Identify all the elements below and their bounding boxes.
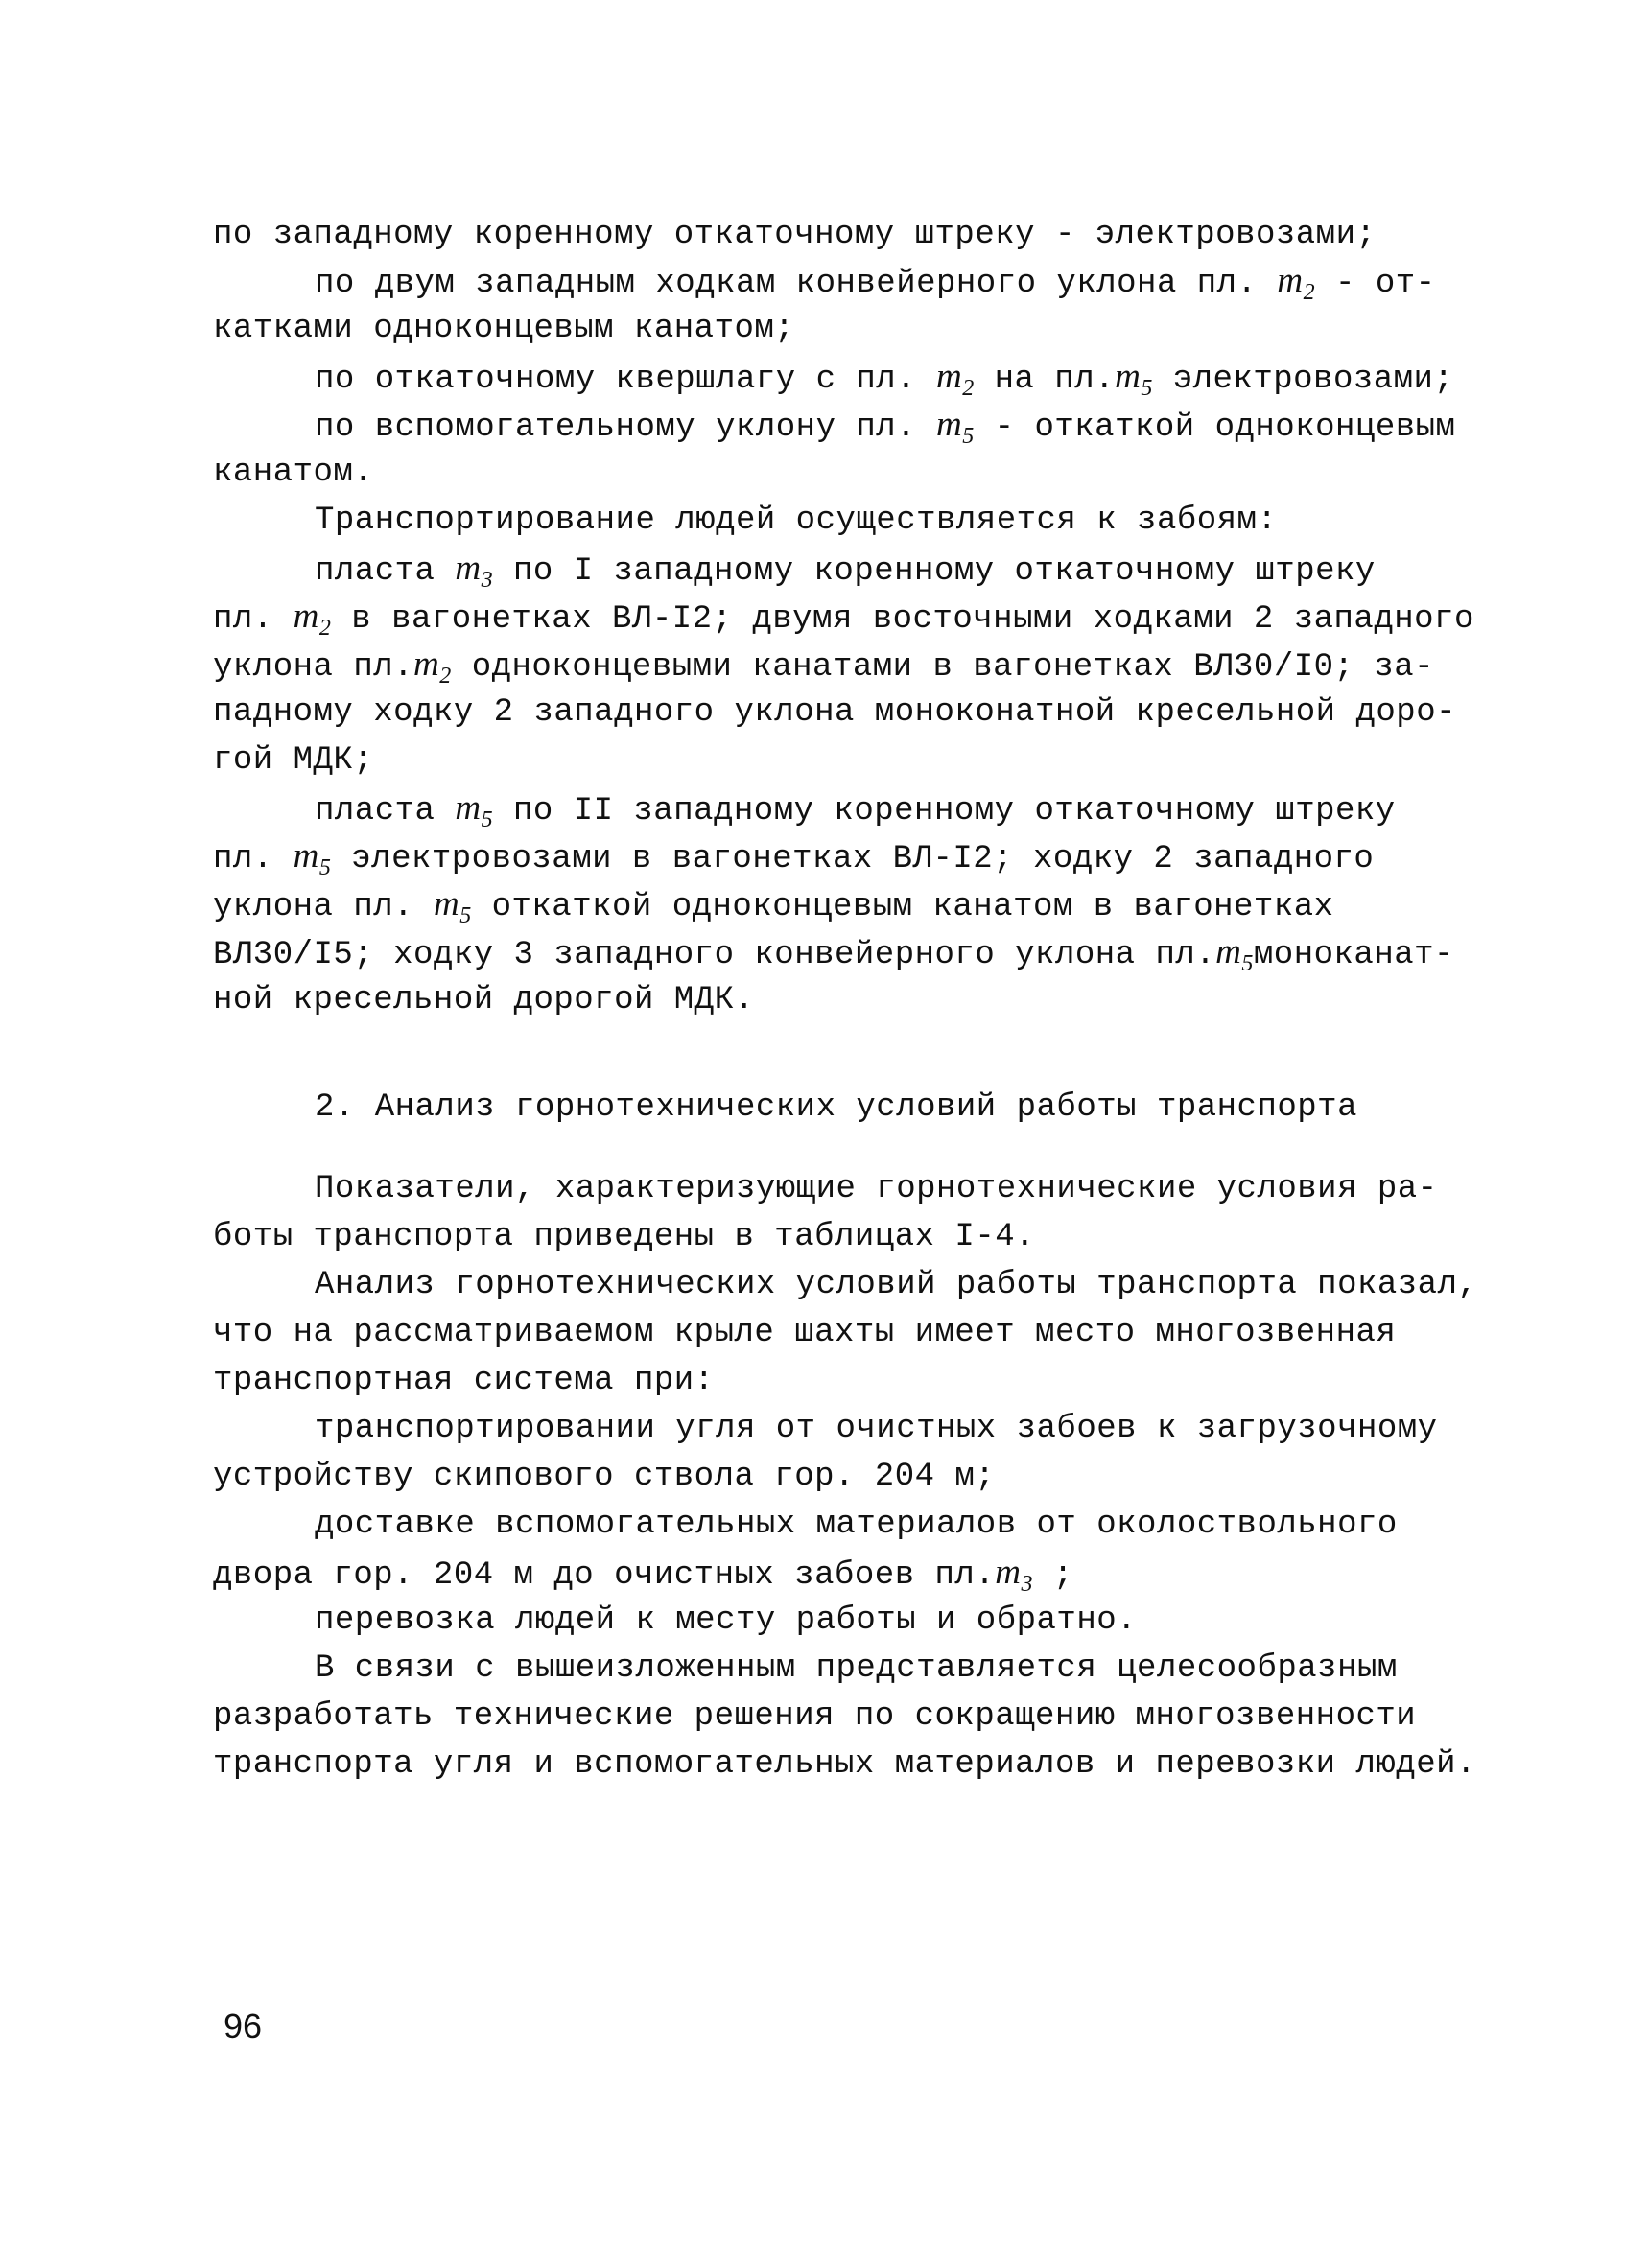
text-line: Транспортирование людей осуществляется к забоям: <box>315 503 1278 539</box>
text-line: Анализ горнотехнических условий работы транспорта показал, <box>315 1267 1478 1303</box>
text-line: катками одноконцевым канатом; <box>213 311 795 347</box>
text-line: разработать технические решения по сокращению многозвенности <box>213 1698 1417 1735</box>
text-line: уклона пл. $m_5$ откаткой одноконцевым канатом в вагонетках <box>213 884 1334 928</box>
text-line: уклона $пл.m_2$ одноконцевыми канатами в вагонетках ВЛ30/I0; за- <box>213 644 1435 689</box>
text-line: пласта $m_3$ по I западному коренному откаточному штреку <box>315 549 1376 593</box>
page-number: 96 <box>224 2006 263 2046</box>
text-line: что на рассматриваемом крыле шахты имеет место многозвенная <box>213 1315 1397 1351</box>
text-line: боты транспорта приведены в таблицах I-4. <box>213 1219 1036 1255</box>
text-line: ВЛ30/I5; ходку 3 западного конвейерного уклона $пл.m_5моноканат-$ <box>213 932 1454 976</box>
text-line: транспорта угля и вспомогательных материалов и перевозки людей. <box>213 1746 1476 1783</box>
text-line: по западному коренному откаточному штреку - электровозами; <box>213 217 1377 253</box>
text-line: ной кресельной дорогой МДК. <box>213 982 755 1018</box>
text-line: по вспомогательному уклону пл. $m_5$ - откаткой одноконцевым <box>315 405 1456 449</box>
text-line: транспортная система при: <box>213 1363 715 1399</box>
text-line: по двум западным ходкам конвейерного уклона пл. $m_2 - от-$ <box>315 261 1436 305</box>
text-line: гой МДК; <box>213 742 374 779</box>
text-line: пласта $m_5$ по II западному коренному откаточному штреку <box>315 788 1396 832</box>
text-line: транспортировании угля от очистных забоев к загрузочному <box>315 1411 1438 1447</box>
text-line: пл. $m_5$ электровозами в вагонетках ВЛ-I2; ходку 2 западного <box>213 836 1375 880</box>
text-line: по откаточному квершлагу с пл. $m_2$ на $пл.m_5$ электровозами; <box>315 357 1454 401</box>
text-line: В связи с вышеизложенным представляется целесообразным <box>315 1650 1398 1687</box>
math-symbol: m <box>1277 261 1304 300</box>
text-line: канатом. <box>213 455 374 491</box>
text-line: устройству скипового ствола гор. 204 м; <box>213 1459 996 1495</box>
section-heading: 2. Анализ горнотехнических условий работы транспорта <box>315 1089 1357 1126</box>
text-line: падному ходку 2 западного уклона моноконатной кресельной доро- <box>213 694 1457 731</box>
text-line: Показатели, характеризующие горнотехнические условия ра- <box>315 1171 1438 1207</box>
text-line: доставке вспомогательных материалов от околоствольного <box>315 1507 1398 1543</box>
text-line: двора гор. 204 м до очистных забоев $пл.m_3$ ; <box>213 1553 1073 1597</box>
text-line: перевозка людей к месту работы и обратно. <box>315 1602 1138 1639</box>
text-line: пл. $m_2$ в вагонетках ВЛ-I2; двумя восточными ходками 2 западного <box>213 596 1474 641</box>
